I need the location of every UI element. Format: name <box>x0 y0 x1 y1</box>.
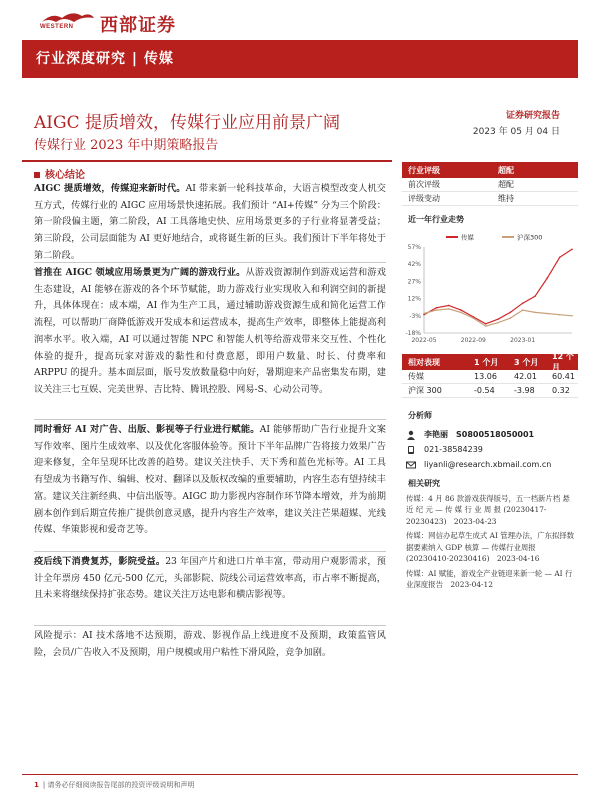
logo-chinese: 西部证券 <box>100 15 176 36</box>
footer-disclaimer: 请务必仔细阅读报告尾部的投资评级说明和声明 <box>47 781 195 789</box>
divider <box>34 625 386 626</box>
x-tick-label: 2022-05 <box>411 337 437 344</box>
header-band <box>22 40 578 78</box>
analyst-name-row: 李艳丽 S0800518050001 <box>402 427 578 442</box>
related-title: 相关研究 <box>408 479 440 488</box>
data-point <box>522 309 524 311</box>
y-tick-label: 12% <box>407 295 421 303</box>
logo-english: WESTERN <box>40 24 74 30</box>
series-line <box>424 249 572 323</box>
data-point <box>485 323 487 325</box>
divider <box>34 551 386 552</box>
y-tick-label: 27% <box>407 278 421 286</box>
page-subtitle: 传媒行业 2023 年中期策略报告 <box>34 138 219 153</box>
performance-table <box>402 354 578 398</box>
data-point <box>510 312 512 314</box>
divider <box>34 262 386 263</box>
performance-header: 相对表现 1 个月 3 个月 12 个月 <box>402 354 578 370</box>
rating-header: 行业评级 超配 <box>402 162 578 178</box>
data-point <box>448 308 450 310</box>
rating-row: 前次评级 超配 <box>402 178 578 192</box>
divider <box>34 419 386 420</box>
x-tick-label: 2022-09 <box>460 337 486 344</box>
data-point <box>547 277 549 279</box>
analyst-email-row[interactable]: liyanli@research.xbmail.com.cn <box>402 457 578 472</box>
data-point <box>473 317 475 319</box>
performance-row: 传媒 13.06 42.01 60.41 <box>402 370 578 384</box>
related-research <box>402 478 578 591</box>
footer: 1 | 请务必仔细阅读报告尾部的投资评级说明和声明 <box>34 781 195 789</box>
paragraph-2: 首推在 AIGC 领域应用场景更为广阔的游戏行业。从游戏资源制作到游戏运营和游戏生态建设，AI 能够在游戏的各个环节赋能，助力游戏行业实现收入和利润空间的新提升，具体体现在：成本端，AI 作为生产工具，通过辅助游戏资源生成和简化运营工作流程，可以帮助厂商降低游戏开发成本和运营成本，提高生产效率，即整体上能提高利润率水平。收入端，AI 可以通过智能 NPC 和智能人机等给游戏带来交互性、个性化体验的提升，提高玩家对游戏的黏性和付费意愿，即用户数量、时长、付费率和 ARPPU 的提升。基本面层面，版号发放数量稳中向好，暑期迎来产品密集发布期，建议关注三七互娱、完美世界、吉比特、腾讯控股、网易-S、心动公司等。 <box>34 267 386 396</box>
rating-row: 评级变动 维持 <box>402 192 578 206</box>
data-point <box>460 312 462 314</box>
data-point <box>497 322 499 324</box>
data-point <box>436 309 438 311</box>
western-logo-icon <box>38 8 96 36</box>
paragraph-1: AIGC 提质增效，传媒迎来新时代。AI 带来新一轮科技革命，大语言模型改变人机交互方式，传媒行业的 AIGC 应用场景快速拓展。我们预计 “AI+传媒” 分为三个阶段：第一阶段偏主题，第二阶段，AI 工具落地史快、应用场景更多的子行业将显著受益；第三阶段，公司层面能为 AI 更好地结合，或将诞生新的巨头。我们预计下半年将处于第二阶段。 <box>34 183 386 261</box>
section-divider <box>22 160 392 162</box>
brand-logo <box>38 8 198 36</box>
paragraph-4: 疫后线下消费复苏，影院受益。23 年国产片和进口片单丰富，带动用户观影需求，预计全年票房 450 亿元-500 亿元，头部影院、院线公司运营效率高，市占率不断提高，且未来将继续保持扩张态势。建议关注万达电影和横店影视等。 <box>34 556 386 601</box>
data-point <box>423 313 425 315</box>
data-point <box>534 296 536 298</box>
trend-chart <box>402 229 578 353</box>
analyst-title: 分析师 <box>408 411 432 420</box>
paragraph-3: 同时看好 AI 对广告、出版、影视等子行业进行赋能。AI 能够帮助广告行业提升文案写作效率、图片生成效率、以及优化客服体验等。预计下半年品牌广告将接力效果广告迎来修复，全年呈现环比改善的趋势。建议关注快手、天下秀和蓝色光标等。AI 工具有望成为书籍写作、编辑、校对、翻译以及版权改编的重要辅助，内容生态有望持续丰富。建议关注新经典、中信出版等。AIGC 助力影视内容制作环节降本增效，并为前期剧本创作到后期宣传推广提供创意灵感，提升内容生产效率，建议关注芒果超媒、光线传媒、华策影视和爱奇艺等。 <box>34 424 386 536</box>
data-point <box>571 315 573 317</box>
chart-title: 近一年行业走势 <box>408 215 464 224</box>
data-point <box>534 312 536 314</box>
section-bullet-icon <box>34 172 40 178</box>
analyst-block <box>402 410 578 472</box>
report-date: 2023 年 05 月 04 日 <box>472 127 560 137</box>
data-point <box>485 325 487 327</box>
legend-label: 沪深300 <box>517 233 543 242</box>
y-tick-label: 42% <box>407 261 421 269</box>
report-type: 证券研究报告 <box>505 111 560 121</box>
legend-label: 传媒 <box>461 233 474 242</box>
data-point <box>547 313 549 315</box>
person-icon <box>406 430 416 440</box>
performance-row: 沪深 300 -0.54 -3.98 0.32 <box>402 384 578 398</box>
data-point <box>497 318 499 320</box>
data-point <box>559 257 561 259</box>
page-title: AIGC 提质增效，传媒行业应用前景广阔 <box>34 113 340 133</box>
y-tick-label: -3% <box>409 312 421 320</box>
report-category: 行业深度研究 | 传媒 <box>36 51 174 67</box>
phone-icon <box>406 445 416 455</box>
series-line <box>424 309 572 326</box>
email-icon <box>406 460 416 470</box>
x-tick-label: 2023-01 <box>510 337 536 344</box>
risk-warning: 风险提示：AI 技术落地不达预期，游戏、影视作品上线进度不及预期，政策监管风险，会员/广告收入不及预期，用户规模或用户粘性下滑风险，竞争加剧。 <box>34 630 386 658</box>
section-title: 核心结论 <box>34 166 85 181</box>
data-point <box>448 305 450 307</box>
y-tick-label: -18% <box>405 330 421 337</box>
data-point <box>559 314 561 316</box>
footer-rule <box>22 774 578 775</box>
y-tick-label: 57% <box>407 244 421 251</box>
related-item[interactable]: 传媒：AI 赋能，游戏全产业链迎来新一轮 — AI 行业深度报告 2023-04-12 <box>406 568 573 590</box>
data-point <box>510 317 512 319</box>
data-point <box>522 302 524 304</box>
related-item[interactable]: 传媒：网信办起草生成式 AI 管理办法，广东拟择数据要素纳入 GDP 核算 — 传媒行业周报 (20230410-20230416) 2023-04-16 <box>406 531 575 564</box>
trend-chart-block <box>402 214 578 357</box>
data-point <box>460 309 462 311</box>
rating-table <box>402 162 578 206</box>
analyst-phone-row: 021-38584239 <box>402 442 578 457</box>
page-number: 1 <box>34 781 39 789</box>
data-point <box>571 248 573 250</box>
related-item[interactable]: 传媒：4 月 86 款游戏获得版号，五一档新片档 悬 近 纪 元 — 传 媒 行 业 周 报 (20230417-20230423) 2023-04-23 <box>406 494 570 526</box>
data-point <box>436 307 438 309</box>
